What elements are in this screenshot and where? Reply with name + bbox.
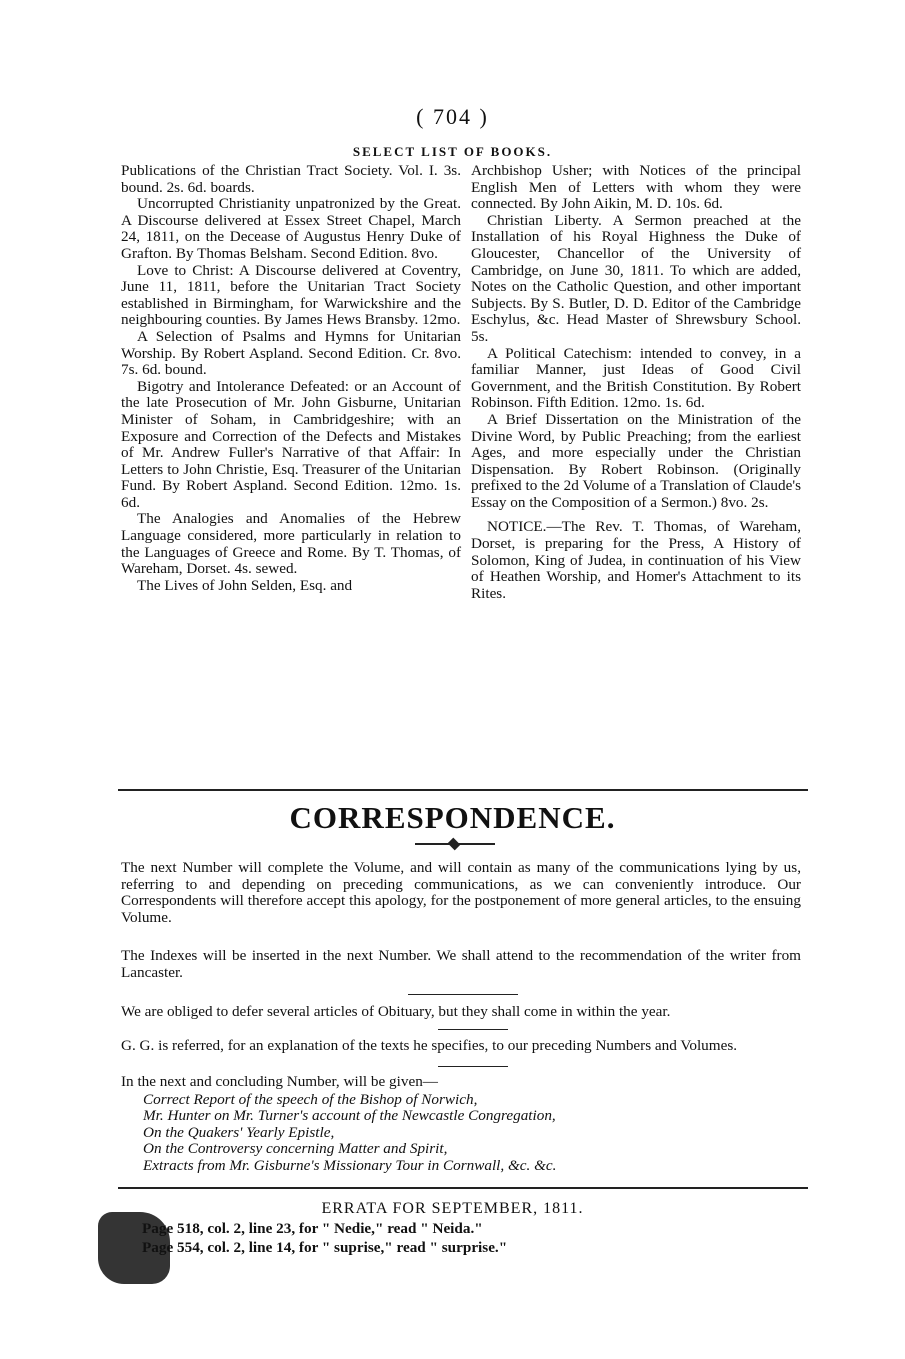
errata-line: Page 518, col. 2, line 23, for " Nedie," read " Neida.": [142, 1220, 483, 1237]
correspondence-paragraph: The next Number will complete the Volume, and will contain as many of the communications lying by us, referring to and depending on preceding communications, as we can conveniently introduce. Our Correspondents will therefore accept this apology, for the postponement of more general articles, to the ensuing Volume.: [121, 859, 801, 926]
list-item: On the Quakers' Yearly Epistle,: [143, 1123, 335, 1141]
book-entry: Love to Christ: A Discourse delivered at Coventry, June 11, 1811, before the Unitarian Tract Society established in Birmingham, for Warwickshire and the neighbouring counties. By James Hews Bransby. 12mo.: [121, 261, 461, 329]
short-divider: [438, 1066, 508, 1067]
book-entry: The Analogies and Anomalies of the Hebrew Language considered, more particularly in relation to the Languages of Greece and Rome. By T. Thomas, of Wareham, Dorset. 4s. sewed.: [121, 510, 461, 578]
book-entry: A Selection of Psalms and Hymns for Unitarian Worship. By Robert Aspland. Second Edition. Cr. 8vo. 7s. 6d. bound.: [121, 327, 461, 379]
correspondence-paragraph: In the next and concluding Number, will be given—: [121, 1073, 438, 1090]
section-divider: [118, 1187, 808, 1189]
short-divider: [408, 994, 518, 995]
list-item: Extracts from Mr. Gisburne's Missionary Tour in Cornwall, &c. &c.: [143, 1156, 557, 1174]
book-entry: The Lives of John Selden, Esq. and: [137, 576, 353, 594]
section-heading: SELECT LIST OF BOOKS.: [352, 144, 553, 159]
list-item: Mr. Hunter on Mr. Turner's account of the Newcastle Congregation,: [143, 1107, 556, 1125]
errata-line: Page 554, col. 2, line 14, for " suprise," read " surprise.": [142, 1239, 508, 1256]
correspondence-paragraph: G. G. is referred, for an explanation of the texts he specifies, to our preceding Numbers and Volumes.: [121, 1037, 738, 1054]
errata-title: ERRATA FOR SEPTEMBER, 1811.: [321, 1200, 584, 1217]
short-divider: [438, 1029, 508, 1030]
book-entry: Christian Liberty. A Sermon preached at the Installation of his Royal Highness the Duke of Gloucester, Chancellor of the University of Cambridge, on June 30, 1811. To which are added, Notes on the Catholic Question, and other important Subjects. By S. Butler, D. D. Editor of the Cambridge Eschylus, &c. Head Master of Shrewsbury School. 5s.: [471, 211, 801, 345]
right-column: [471, 163, 801, 602]
book-entry: A Political Catechism: intended to convey, in a familiar Manner, just Ideas of Good Civil Government, and the British Constitution. By Robert Robinson. Fifth Edition. 12mo. 1s. 6d.: [471, 344, 801, 412]
forthcoming-list: [143, 1092, 803, 1174]
list-item: Correct Report of the speech of the Bishop of Norwich,: [143, 1091, 478, 1108]
book-entry: Bigotry and Intolerance Defeated: or an Account of the late Prosecution of Mr. John Gisburne, Unitarian Minister of Soham, in Cambridgeshire; with an Exposure and Correction of the Defects and Mistakes of Mr. Andrew Fuller's Narrative of that Affair: In Letters to John Christie, Esq. Treasurer of the Unitarian Fund. By Robert Aspland. Second Edition. 12mo. 1s. 6d.: [121, 377, 461, 511]
book-entry: Uncorrupted Christianity unpatronized by the Great. A Discourse delivered at Essex Street Chapel, March 24, 1811, on the Decease of Augustus Henry Duke of Grafton. By Thomas Belsham. Second Edition. 8vo.: [121, 195, 461, 262]
correspondence-paragraph: We are obliged to defer several articles of Obituary, but they shall come in within the year.: [121, 1003, 671, 1020]
page-number: ( 704 ): [416, 104, 489, 129]
book-entry: Archbishop Usher; with Notices of the principal English Men of Letters with whom they were connected. By John Aikin, M. D. 10s. 6d.: [471, 162, 801, 213]
ornament-divider: [415, 843, 495, 845]
section-divider: [118, 789, 808, 791]
notice: NOTICE.—The Rev. T. Thomas, of Wareham, Dorset, is preparing for the Press, A History of Solomon, King of Judea, in continuation of his View of Heathen Worship, and Homer's Attachment to its Rites.: [471, 518, 801, 602]
correspondence-paragraph: The Indexes will be inserted in the next Number. We shall attend to the recommendation of the writer from Lancaster.: [121, 947, 801, 981]
correspondence-title: CORRESPONDENCE.: [289, 800, 616, 835]
list-item: On the Controversy concerning Matter and Spirit,: [143, 1140, 448, 1158]
book-entry: A Brief Dissertation on the Ministration of the Divine Word, by Public Preaching; from the earliest Ages, and more especially under the Christian Dispensation. By Robert Robinson. (Originally prefixed to the 2d Volume of a Translation of Claude's Essay on the Composition of a Sermon.) 8vo. 2s.: [471, 410, 801, 511]
left-column: [121, 163, 461, 594]
book-entry: Publications of the Christian Tract Society. Vol. I. 3s. bound. 2s. 6d. boards.: [121, 162, 461, 196]
